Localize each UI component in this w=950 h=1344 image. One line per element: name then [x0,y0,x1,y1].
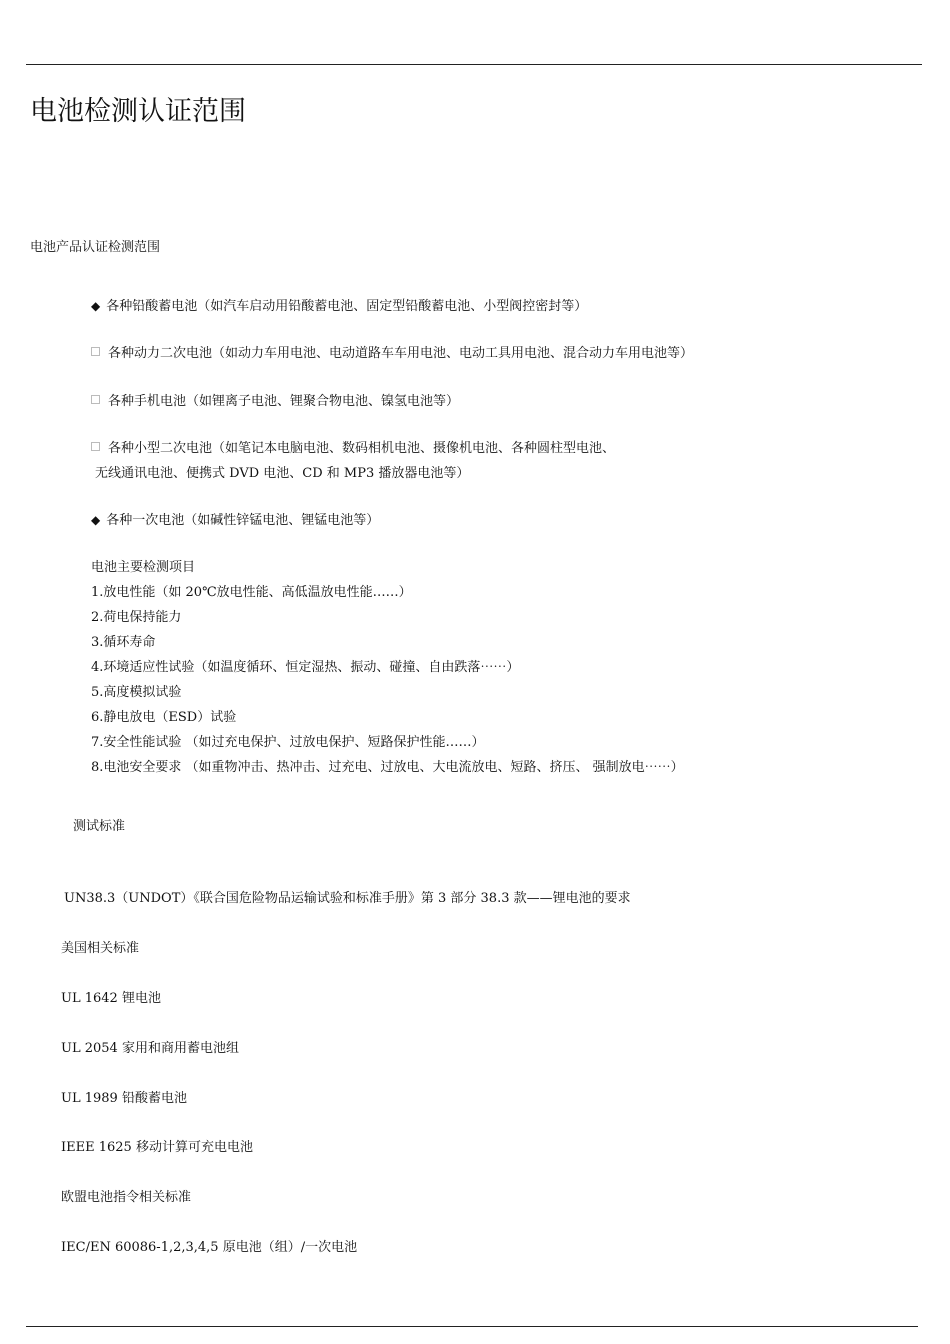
scope-item-text: 各种动力二次电池（如动力车用电池、电动道路车车用电池、电动工具用电池、混合动力车用电池等） [108,346,694,361]
scope-item-5 [91,512,379,529]
square-bullet-icon [91,395,100,404]
test-items-heading: 电池主要检测项目 [91,560,196,575]
test-item-3: 3.循环寿命 [91,635,156,650]
header-rule [26,64,922,65]
scope-item-2 [91,346,693,362]
scope-heading: 电池产品认证检测范围 [30,240,161,255]
test-item-8: 8.电池安全要求 （如重物冲击、热冲击、过充电、过放电、大电流放电、短路、挤压、 强制放电⋯⋯） [91,760,684,775]
diamond-bullet-icon: ◆ [91,513,101,527]
scope-item-text: 各种小型二次电池（如笔记本电脑电池、数码相机电池、摄像机电池、各种圆柱型电池、 [108,441,616,456]
scope-item-3 [91,394,459,410]
scope-item-text: 各种手机电池（如锂离子电池、锂聚合物电池、镍氢电池等） [108,394,460,409]
footer-rule [26,1326,918,1327]
scope-item-1 [91,298,587,315]
us-standard-1: UL 1642 锂电池 [61,991,161,1006]
standards-heading: 测试标准 [73,819,126,834]
test-item-4: 4.环境适应性试验（如温度循环、恒定湿热、振动、碰撞、自由跌落⋯⋯） [91,660,520,675]
us-standard-4: IEEE 1625 移动计算可充电电池 [61,1140,253,1155]
us-standard-3: UL 1989 铅酸蓄电池 [61,1091,187,1106]
test-item-1: 1.放电性能（如 20℃放电性能、高低温放电性能……） [91,585,412,600]
scope-item-4 [91,441,615,457]
un-standard: UN38.3（UNDOT）《联合国危险物品运输试验和标准手册》第 3 部分 38.3 款——锂电池的要求 [64,891,631,906]
us-standard-2: UL 2054 家用和商用蓄电池组 [61,1041,239,1056]
square-bullet-icon [91,347,100,356]
test-item-2: 2.荷电保持能力 [91,610,182,625]
page-title: 电池检测认证范围 [30,96,246,127]
test-item-6: 6.静电放电（ESD）试验 [91,710,237,725]
us-standards-heading: 美国相关标准 [61,941,140,956]
scope-item-text: 各种铅酸蓄电池（如汽车启动用铅酸蓄电池、固定型铅酸蓄电池、小型阀控密封等） [106,299,588,314]
diamond-bullet-icon: ◆ [91,299,101,313]
square-bullet-icon [91,442,100,451]
test-item-5: 5.高度模拟试验 [91,685,182,700]
eu-standard-1: IEC/EN 60086-1,2,3,4,5 原电池（组）/一次电池 [61,1240,358,1255]
scope-item-text: 各种一次电池（如碱性锌锰电池、锂锰电池等） [106,513,380,528]
scope-item-4-continuation: 无线通讯电池、便携式 DVD 电池、CD 和 MP3 播放器电池等） [95,466,470,481]
test-item-7: 7.安全性能试验 （如过充电保护、过放电保护、短路保护性能……） [91,735,485,750]
eu-standards-heading: 欧盟电池指令相关标准 [61,1190,192,1205]
